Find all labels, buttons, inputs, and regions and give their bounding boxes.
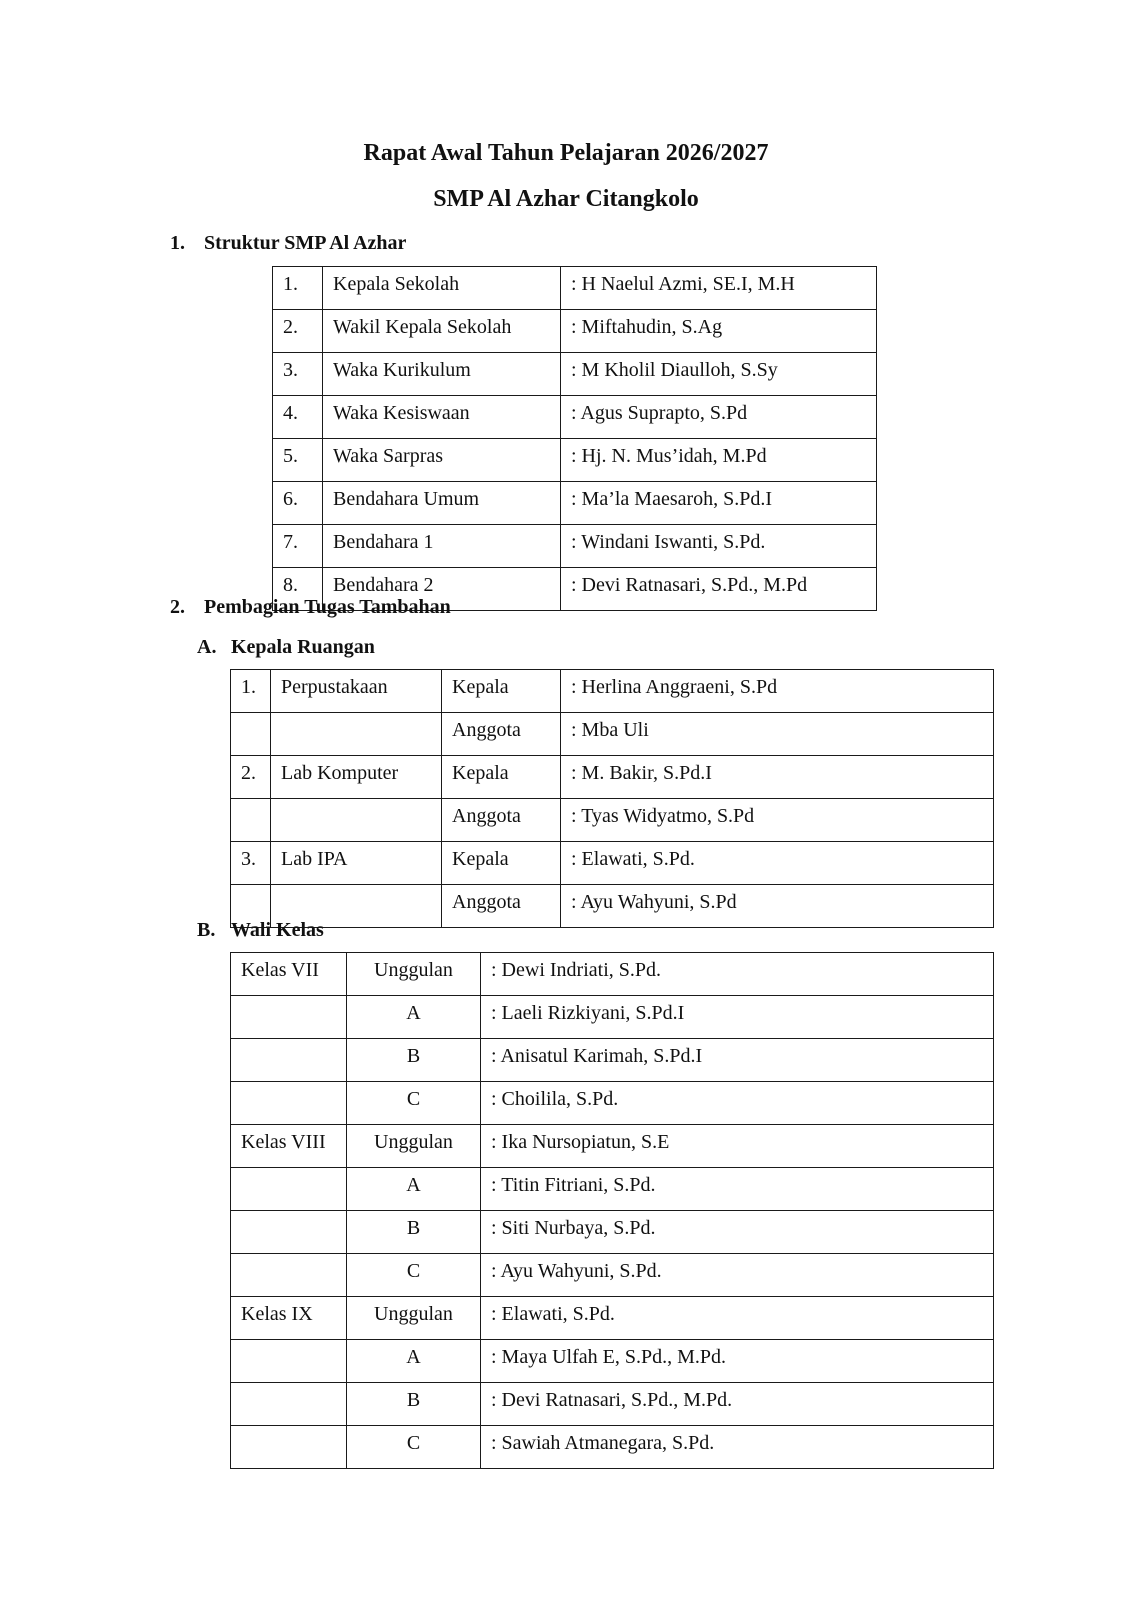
grade-cell [231,996,347,1039]
subsection-letter: B. [197,919,216,941]
section-number: 1. [170,232,185,254]
table-row [231,1383,994,1426]
position-cell: Waka Sarpras [323,439,561,482]
name-cell: : M Kholil Diaulloh, S.Sy [561,353,877,396]
grade-cell [231,1340,347,1383]
row-number: 3. [273,353,323,396]
position-cell: Kepala Sekolah [323,267,561,310]
table-row [231,1254,994,1297]
subsection-letter: A. [197,636,217,658]
table-row [231,670,994,713]
grade-cell [231,1426,347,1469]
table-row [273,525,877,568]
name-cell: : Mba Uli [561,713,994,756]
position-cell: Waka Kurikulum [323,353,561,396]
grade-cell [231,1039,347,1082]
grade-cell [231,1082,347,1125]
name-cell: : Sawiah Atmanegara, S.Pd. [481,1426,994,1469]
row-number: 7. [273,525,323,568]
position-cell: Wakil Kepala Sekolah [323,310,561,353]
table-row [231,1426,994,1469]
section-heading-tugas-tambahan [170,594,451,620]
role-cell: Kepala [442,670,561,713]
subsection-heading-wali-kelas [197,917,324,943]
struktur-table [272,266,877,611]
row-number: 2. [231,756,271,799]
row-number: 5. [273,439,323,482]
class-group-cell: C [347,1254,481,1297]
class-group-cell: A [347,1168,481,1211]
position-cell: Bendahara Umum [323,482,561,525]
table-row [273,482,877,525]
name-cell: : M. Bakir, S.Pd.I [561,756,994,799]
row-number: 1. [273,267,323,310]
grade-cell: Kelas VIII [231,1125,347,1168]
name-cell: : Hj. N. Mus’idah, M.Pd [561,439,877,482]
table-row [273,439,877,482]
class-group-cell: A [347,1340,481,1383]
name-cell: : Herlina Anggraeni, S.Pd [561,670,994,713]
position-cell: Waka Kesiswaan [323,396,561,439]
name-cell: : H Naelul Azmi, SE.I, M.H [561,267,877,310]
name-cell: : Laeli Rizkiyani, S.Pd.I [481,996,994,1039]
name-cell: : Dewi Indriati, S.Pd. [481,953,994,996]
row-number [231,713,271,756]
name-cell: : Ayu Wahyuni, S.Pd [561,885,994,928]
table-row [231,756,994,799]
name-cell: : Elawati, S.Pd. [481,1297,994,1340]
row-number: 4. [273,396,323,439]
subsection-heading-kepala-ruangan [197,634,375,660]
table-row [231,1168,994,1211]
name-cell: : Choililа, S.Pd. [481,1082,994,1125]
table-row [231,953,994,996]
section-title: Pembagian Tugas Tambahan [204,596,451,618]
role-cell: Anggota [442,713,561,756]
role-cell: Kepala [442,842,561,885]
room-cell [271,713,442,756]
table-row [231,799,994,842]
table-row [231,1340,994,1383]
document-subtitle: SMP Al Azhar Citangkolo [433,186,699,212]
document-title: Rapat Awal Tahun Pelajaran 2026/2027 [363,140,769,166]
class-group-cell: B [347,1383,481,1426]
name-cell: : Titin Fitriani, S.Pd. [481,1168,994,1211]
table-row [231,1297,994,1340]
wali-kelas-table [230,952,994,1469]
name-cell: : Devi Ratnasari, S.Pd., M.Pd. [481,1383,994,1426]
room-cell: Lab Komputer [271,756,442,799]
table-row [273,396,877,439]
class-group-cell: Unggulan [347,1125,481,1168]
section-title: Struktur SMP Al Azhar [204,232,407,254]
role-cell: Kepala [442,756,561,799]
row-number: 2. [273,310,323,353]
table-row [231,1211,994,1254]
name-cell: : Windani Iswanti, S.Pd. [561,525,877,568]
name-cell: : Agus Suprapto, S.Pd [561,396,877,439]
row-number: 3. [231,842,271,885]
table-row [273,310,877,353]
role-cell: Anggota [442,799,561,842]
table-row [231,885,994,928]
table-row [273,267,877,310]
kepala-ruangan-table [230,669,994,928]
name-cell: : Anisatul Karimah, S.Pd.I [481,1039,994,1082]
role-cell: Anggota [442,885,561,928]
name-cell: : Ma’la Maesaroh, S.Pd.I [561,482,877,525]
class-group-cell: B [347,1039,481,1082]
grade-cell [231,1168,347,1211]
name-cell: : Devi Ratnasari, S.Pd., M.Pd [561,568,877,611]
room-cell: Perpustakaan [271,670,442,713]
name-cell: : Miftahudin, S.Ag [561,310,877,353]
subsection-title: Kepala Ruangan [231,636,375,658]
class-group-cell: B [347,1211,481,1254]
section-heading-struktur [170,230,406,256]
name-cell: : Siti Nurbaya, S.Pd. [481,1211,994,1254]
class-group-cell: A [347,996,481,1039]
name-cell: : Maya Ulfah E, S.Pd., M.Pd. [481,1340,994,1383]
name-cell: : Tyas Widyatmo, S.Pd [561,799,994,842]
row-number: 8. [273,568,323,611]
row-number: 1. [231,670,271,713]
table-row [231,1082,994,1125]
table-row [231,1039,994,1082]
name-cell: : Ika Nursopiatun, S.E [481,1125,994,1168]
class-group-cell: Unggulan [347,1297,481,1340]
table-row [231,996,994,1039]
row-number: 6. [273,482,323,525]
room-cell [271,799,442,842]
class-group-cell: C [347,1426,481,1469]
grade-cell [231,1211,347,1254]
class-group-cell: Unggulan [347,953,481,996]
table-row [273,353,877,396]
grade-cell [231,1383,347,1426]
table-row [231,1125,994,1168]
table-row [231,842,994,885]
grade-cell: Kelas IX [231,1297,347,1340]
table-row [231,713,994,756]
grade-cell: Kelas VII [231,953,347,996]
row-number [231,799,271,842]
section-number: 2. [170,596,185,618]
position-cell: Bendahara 2 [323,568,561,611]
room-cell: Lab IPA [271,842,442,885]
name-cell: : Ayu Wahyuni, S.Pd. [481,1254,994,1297]
name-cell: : Elawati, S.Pd. [561,842,994,885]
position-cell: Bendahara 1 [323,525,561,568]
grade-cell [231,1254,347,1297]
subsection-title: Wali Kelas [231,919,324,941]
class-group-cell: C [347,1082,481,1125]
